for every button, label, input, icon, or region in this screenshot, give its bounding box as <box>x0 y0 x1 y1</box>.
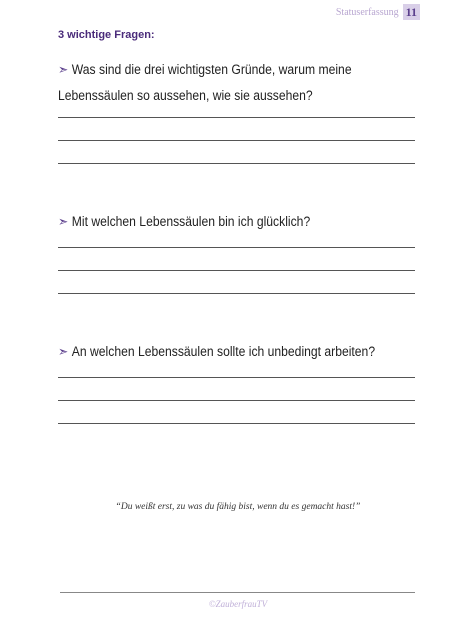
answer-line[interactable] <box>58 163 415 164</box>
answer-line[interactable] <box>58 400 415 401</box>
arrow-icon: ➣ <box>58 62 69 77</box>
answer-line[interactable] <box>58 423 415 424</box>
answer-line[interactable] <box>58 247 415 248</box>
footer-brand: ©ZauberfrauTV <box>208 599 268 609</box>
section-heading: 3 wichtige Fragen: <box>58 29 155 41</box>
page-header <box>336 4 420 20</box>
question-3-text: An welchen Lebenssäulen sollte ich unbedingt arbeiten? <box>71 344 376 359</box>
arrow-icon: ➣ <box>58 214 69 229</box>
question-1 <box>58 57 384 109</box>
question-3 <box>58 339 384 365</box>
question-2 <box>58 209 384 235</box>
arrow-icon: ➣ <box>58 344 69 359</box>
answer-line[interactable] <box>58 293 415 294</box>
motivational-quote: “Du weißt erst, zu was du fähig bist, wenn du es gemacht hast!” <box>115 502 361 512</box>
page-number: 11 <box>403 4 420 20</box>
answer-line[interactable] <box>58 140 415 141</box>
header-label: Statuserfassung <box>335 6 399 18</box>
question-1-text: Was sind die drei wichtigsten Gründe, warum meine Lebenssäulen so aussehen, wie sie aussehen? <box>58 62 352 103</box>
answer-line[interactable] <box>58 377 415 378</box>
footer-divider <box>60 592 415 593</box>
question-2-text: Mit welchen Lebenssäulen bin ich glücklich? <box>71 214 311 229</box>
answer-line[interactable] <box>58 270 415 271</box>
answer-line[interactable] <box>58 117 415 118</box>
